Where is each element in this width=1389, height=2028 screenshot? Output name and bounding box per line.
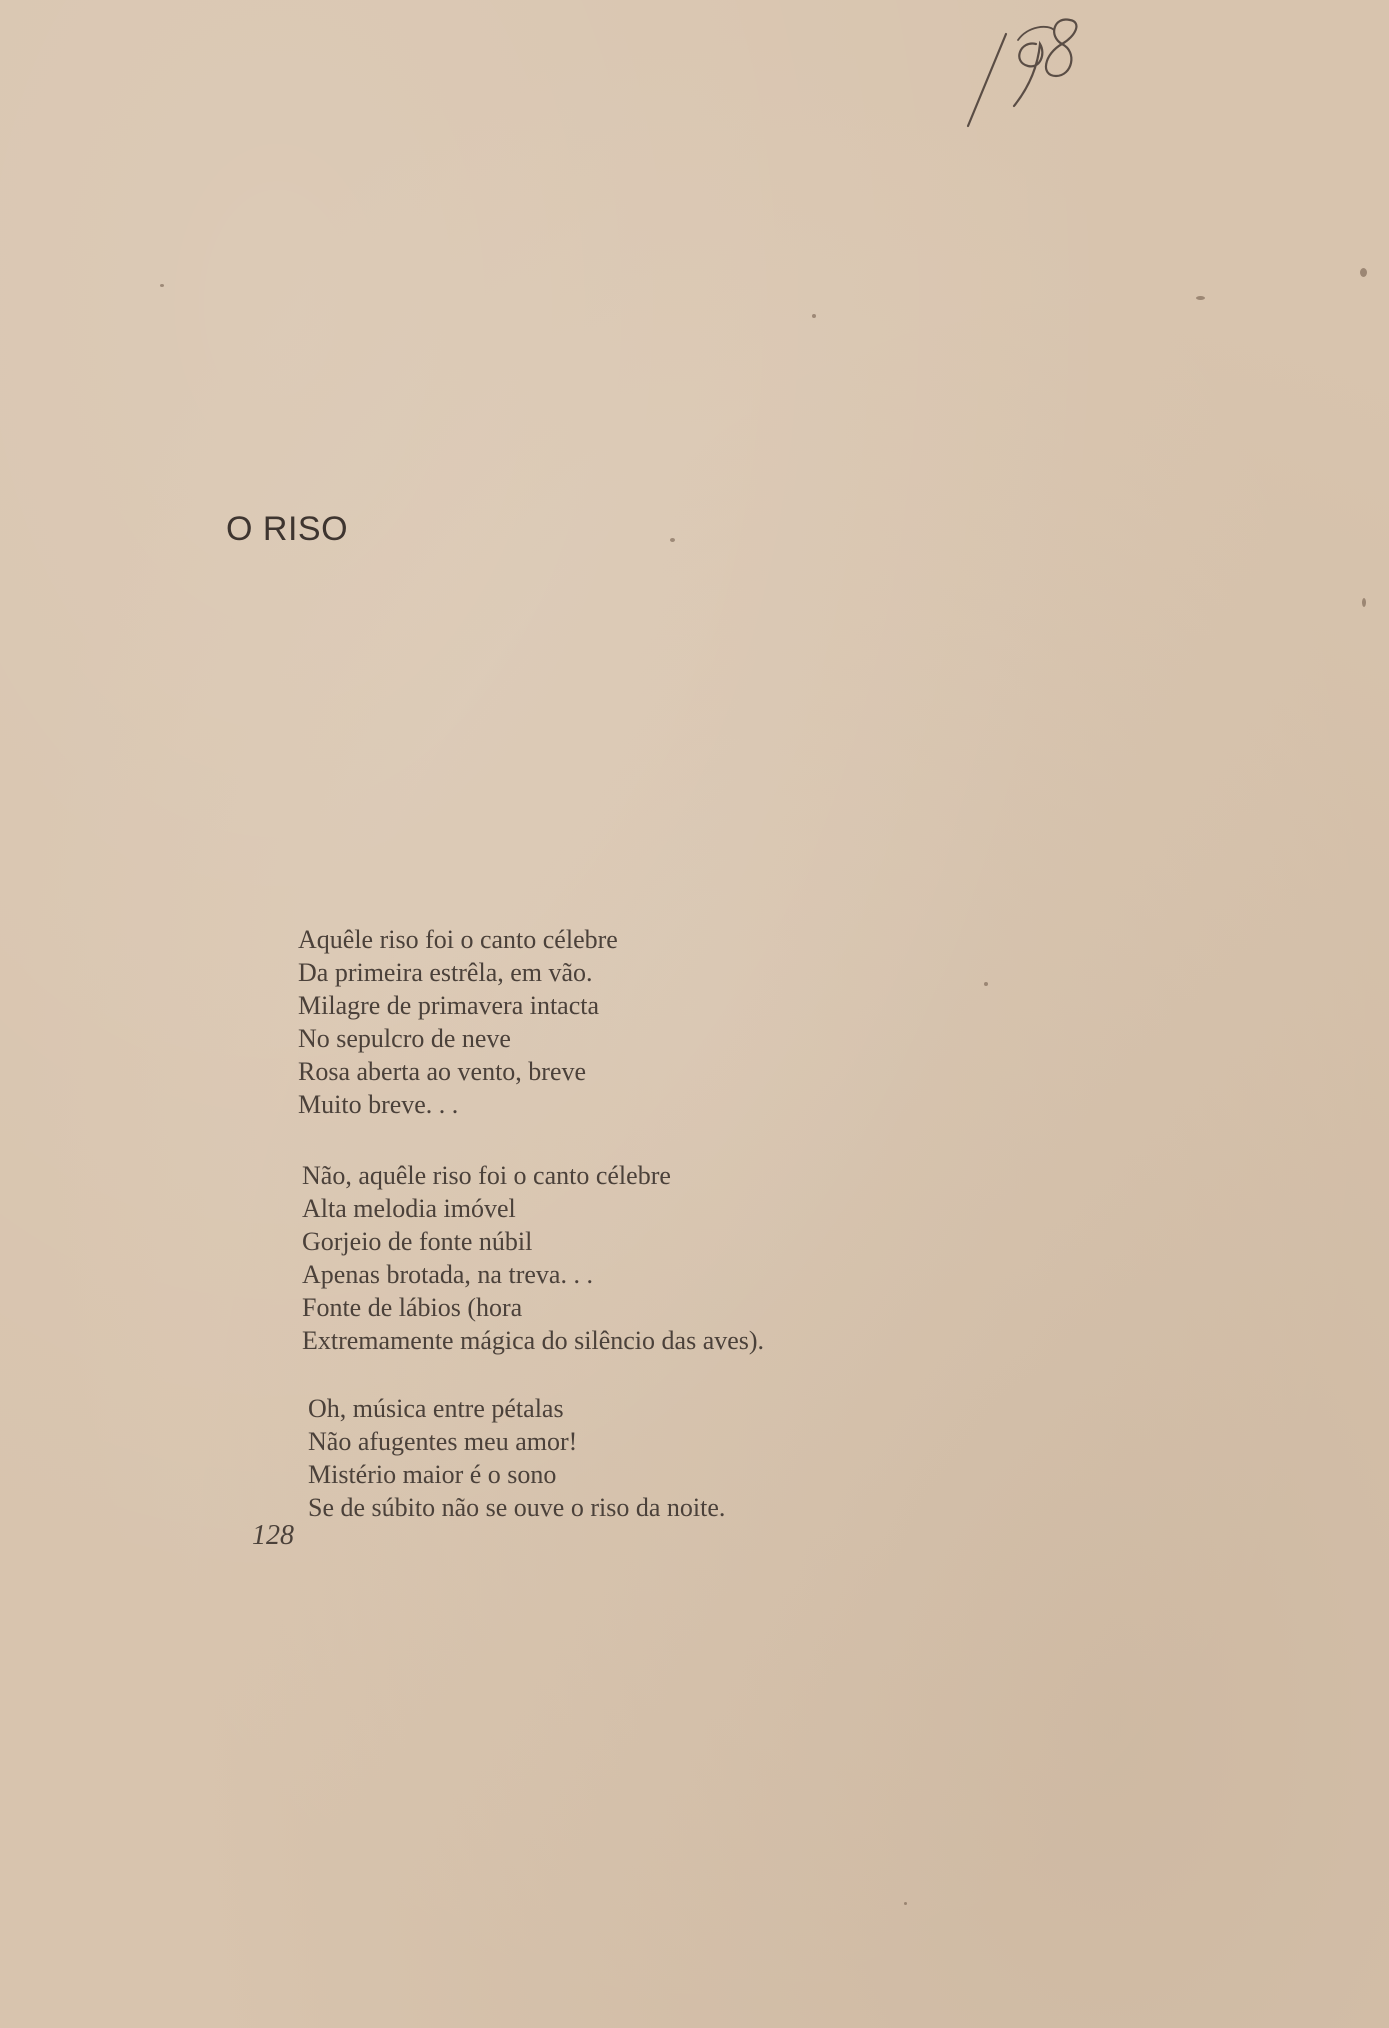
- stanza-1: [298, 923, 618, 1121]
- verse-line: Alta melodia imóvel: [302, 1194, 516, 1223]
- verse-line: Não afugentes meu amor!: [308, 1427, 578, 1456]
- verse-line: Rosa aberta ao vento, breve: [298, 1057, 587, 1086]
- handwritten-folio-number: [958, 14, 1128, 134]
- verse-line: Milagre de primavera intacta: [298, 991, 600, 1020]
- paper-speck: [984, 982, 988, 986]
- verse-line: Oh, música entre pétalas: [308, 1394, 564, 1423]
- stanza-2: [302, 1159, 764, 1357]
- paper-speck: [670, 538, 675, 542]
- verse-line: Muito breve. . .: [298, 1090, 459, 1119]
- handwritten-folio-drawing: [958, 14, 1128, 134]
- paper-speck: [160, 284, 164, 287]
- paper-speck: [904, 1902, 907, 1905]
- verse-line: Mistério maior é o sono: [308, 1460, 557, 1489]
- paper-speck: [1362, 598, 1366, 607]
- verse-line: Extremamente mágica do silêncio das aves).: [302, 1326, 765, 1355]
- verse-line: Aquêle riso foi o canto célebre: [298, 925, 618, 954]
- verse-line: Se de súbito não se ouve o riso da noite.: [308, 1493, 726, 1522]
- page-number: 128: [252, 1520, 294, 1551]
- paper-speck: [1196, 296, 1205, 300]
- verse-line: Da primeira estrêla, em vão.: [298, 958, 593, 987]
- paper-speck: [812, 314, 816, 318]
- verse-line: Fonte de lábios (hora: [302, 1293, 523, 1322]
- paper-speck: [1360, 268, 1367, 277]
- verse-line: Apenas brotada, na treva. . .: [302, 1260, 593, 1289]
- verse-line: Não, aquêle riso foi o canto célebre: [302, 1161, 671, 1190]
- verse-line: Gorjeio de fonte núbil: [302, 1227, 533, 1256]
- stanza-3: [308, 1392, 725, 1524]
- verse-line: No sepulcro de neve: [298, 1024, 511, 1053]
- poem-title: O RISO: [226, 510, 349, 548]
